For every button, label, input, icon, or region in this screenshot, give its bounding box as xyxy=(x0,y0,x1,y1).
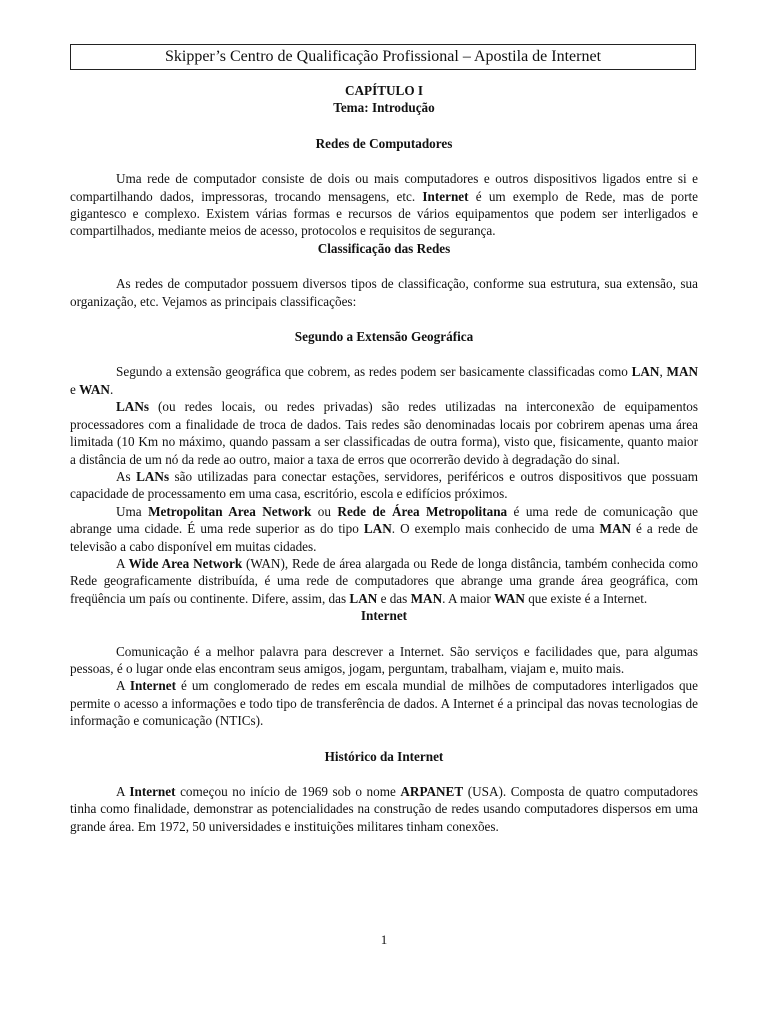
chapter-title: CAPÍTULO I xyxy=(344,83,424,98)
paragraph-historico-1: A Internet começou no início de 1969 sob o nome ARPANET (USA). Composta de quatro computadores tinha como finalidade, demonstrar as potencialidades na construção de redes usando computadores dispersos em uma grande área. Em 1972, 50 universidades e instituições militares tinham conexões. xyxy=(70,784,698,834)
paragraph-extensao-2: LANs (ou redes locais, ou redes privadas) são redes utilizadas na interconexão de equipamentos processadores com a finalidade de troca de dados. Tais redes são denominadas locais por cobrirem apenas uma área limitada (10 Km no máximo, quando passam a ser classificadas de outra forma), visto que, fisicamente, quanto maior a distância de um nó da rede ao outro, maior a taxa de erros que ocorrerão devido à degradação do sinal. xyxy=(70,399,698,467)
paragraph-extensao-4: Uma Metropolitan Area Network ou Rede de Área Metropolitana é uma rede de comunicação que abrange uma cidade. É uma rede superior as do tipo LAN. O exemplo mais conhecido de uma MAN é a rede de televisão a cabo disponível em muitas cidades. xyxy=(70,503,699,554)
heading-extensao: Segundo a Extensão Geográfica xyxy=(294,329,474,345)
heading-redes: Redes de Computadores xyxy=(315,135,453,151)
paragraph-internet-2: A Internet é um conglomerado de redes em escala mundial de milhões de computadores interligados que permite o acesso a informações e todo tipo de transferência de dados. A Internet é a principal das novas tecnologias de informação e comunicação (NTICs). xyxy=(70,678,698,729)
paragraph-extensao-5: A Wide Area Network (WAN), Rede de área alargada ou Rede de longa distância, também conhecida como Rede geograficamente distribuída, é uma rede de computadores que abrange uma grande área geográfica, com freqüência um país ou continente. Difere, assim, das LAN e das MAN. A maior WAN que existe é a Internet. xyxy=(70,555,698,606)
paragraph-extensao-1: Segundo a extensão geográfica que cobrem, as redes podem ser basicamente classificadas como LAN, MAN e WAN. xyxy=(70,364,698,397)
page-number: 1 xyxy=(380,932,388,947)
heading-historico: Histórico da Internet xyxy=(324,748,444,764)
heading-internet: Internet xyxy=(360,608,408,624)
header-title: Skipper’s Centro de Qualificação Profissional – Apostila de Internet xyxy=(164,48,602,65)
header-box xyxy=(70,44,696,70)
paragraph-classificacao-1: As redes de computador possuem diversos tipos de classificação, conforme sua estrutura, sua extensão, sua organização, etc. Vejamos as principais classificações: xyxy=(70,276,698,309)
paragraph-extensao-3: As LANs são utilizadas para conectar estações, servidores, periféricos e outros dispositivos que possuam capacidade de processamento em uma casa, escritório, escola e edifícios próximos. xyxy=(70,468,698,502)
heading-classificacao: Classificação das Redes xyxy=(317,240,451,256)
page-content xyxy=(70,82,698,835)
paragraph-internet-1: Comunicação é a melhor palavra para descrever a Internet. São serviços e facilidades que, para algumas pessoas, é o lugar onde elas encontram seus amigos, jogam, perguntam, trabalham, viajam e, muito mais. xyxy=(70,643,698,676)
paragraph-redes-1: Uma rede de computador consiste de dois ou mais computadores e outros dispositivos ligados entre si e compartilhando dados, impressoras, trocando mensagens, etc. Internet é um exemplo de Rede, mas de porte gigantesco e complexo. Existem várias formas e recursos de vários equipamentos que podem ser interligados e compartilhados, mediante meios de acesso, protocolos e requisitos de segurança. xyxy=(70,171,698,239)
chapter-theme: Tema: Introdução xyxy=(333,100,435,116)
